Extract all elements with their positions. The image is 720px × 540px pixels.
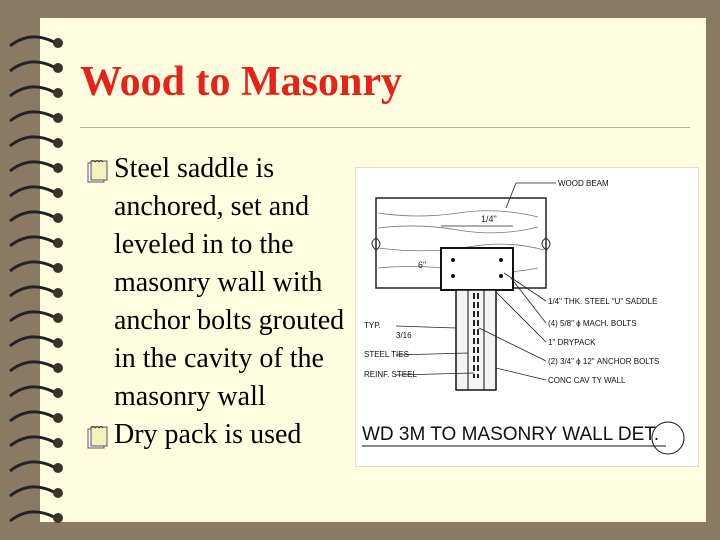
- wood-to-masonry-detail-drawing: [355, 167, 699, 467]
- callout-label: 1/4" THK. STEEL "U" SADDLE: [548, 297, 658, 306]
- notepad-bullet-icon: [86, 424, 110, 450]
- dimension-label: 1/4": [481, 214, 497, 224]
- left-label: REINF. STEEL: [364, 370, 417, 379]
- callout-label: WOOD BEAM: [558, 179, 609, 188]
- spiral-binding: [0, 0, 80, 540]
- callout-label: (4) 5/8" ϕ MACH. BOLTS: [548, 319, 637, 328]
- title-divider: [80, 127, 690, 128]
- dimension-label: 6": [418, 260, 427, 270]
- bullet-item: [86, 416, 356, 454]
- bullet-text: Dry pack is used: [114, 419, 302, 450]
- bullet-list: [86, 150, 356, 454]
- left-label: 3/16: [396, 331, 412, 340]
- left-label: STEEL TIES: [364, 350, 409, 359]
- bullet-item: [86, 150, 356, 416]
- callout-label: (2) 3/4" ϕ 12" ANCHOR BOLTS: [548, 357, 660, 366]
- callout-label: 1" DRYPACK: [548, 338, 596, 347]
- slide-title: Wood to Masonry: [80, 59, 403, 105]
- left-label: TYP.: [364, 321, 381, 330]
- drawing-caption: WD 3M TO MASONRY WALL DET.: [362, 424, 660, 445]
- bullet-text: Steel saddle is anchored, set and leveled in to the masonry wall with anchor bolts grouted in the cavity of the masonry wall: [114, 153, 345, 412]
- notepad-bullet-icon: [86, 158, 110, 184]
- callout-label: CONC CAV TY WALL: [548, 376, 626, 385]
